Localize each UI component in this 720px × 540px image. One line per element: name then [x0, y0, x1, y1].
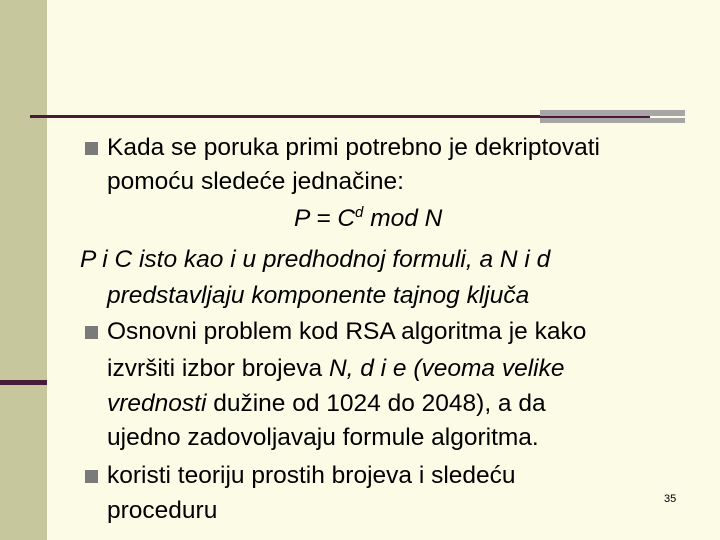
formula-rhs: mod N: [363, 205, 443, 232]
bullet1-line2: pomoću sledeće jednačine:: [107, 168, 404, 195]
bullet3-line1: koristi teoriju prostih brojeva i sledeću: [107, 462, 516, 489]
formula-exponent: d: [355, 204, 364, 221]
bullet3-line2: proceduru: [107, 497, 218, 524]
bullet2-line3-italic: vrednosti: [107, 390, 207, 417]
bullet2-line1: Osnovni problem kod RSA algoritma je kako: [107, 318, 587, 345]
bullet-square-icon: [85, 142, 98, 155]
paragraph-line1: P i C isto kao i u predhodnoj formuli, a N i d: [80, 246, 551, 273]
bullet2-line2-normal: izvršiti izbor brojeva: [107, 355, 329, 382]
bullet-square-icon: [85, 326, 98, 339]
bullet2-line2-italic: N, d i e (veoma velike: [328, 355, 565, 382]
bullet1-line1: Kada se poruka primi potrebno je dekriptovati: [107, 134, 601, 161]
bullet2-line3: [107, 389, 546, 419]
bullet-square-icon: [85, 470, 98, 483]
formula: [294, 204, 442, 234]
slide-number: 35: [664, 493, 677, 505]
bullet2-line4: ujedno zadovoljavaju formule algoritma.: [107, 424, 539, 451]
paragraph-line2: predstavljaju komponente tajnog ključa: [107, 282, 530, 309]
bullet2-line3-normal: dužine od 1024 do 2048), a da: [206, 390, 546, 417]
bullet2-line2: [107, 354, 565, 384]
formula-lhs: P = C: [294, 205, 356, 232]
